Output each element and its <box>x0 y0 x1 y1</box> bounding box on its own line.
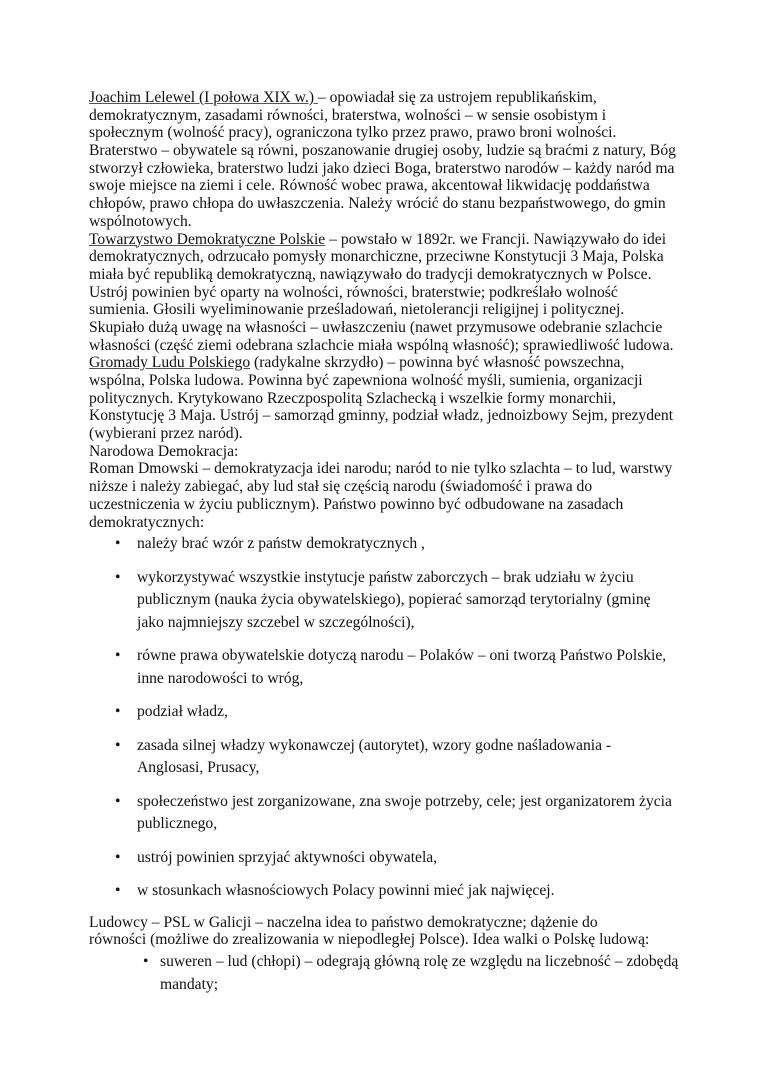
underlined-heading: Towarzystwo Demokratyczne Polskie <box>89 230 326 248</box>
section-intro <box>89 89 689 531</box>
line-text: społeczeństwo jest zorganizowane, zna swoje potrzeby, cele; jest organizatorem życia <box>137 792 672 810</box>
text-line <box>89 107 689 125</box>
underlined-heading: Gromady Ludu Polskiego <box>89 354 251 372</box>
text-line <box>89 248 689 266</box>
text-line <box>89 337 689 355</box>
line-text: Skupiało dużą uwagę na własności – uwłaszczeniu (nawet przymusowe odebranie szlachcie <box>89 318 663 336</box>
text-line <box>137 567 689 590</box>
text-line <box>160 974 689 997</box>
text-line <box>89 354 689 372</box>
bullet-icon: • <box>115 792 121 810</box>
line-text: zasada silnej władzy wykonawczej (autorytet), wzory godne naśladowania - <box>137 736 612 754</box>
bullet-item <box>89 847 689 870</box>
line-text: (radykalne skrzydło) – powinna być własność powszechna, <box>250 354 625 372</box>
section-ludowcy <box>89 914 689 949</box>
bullet-icon: • <box>115 568 121 586</box>
bullet-icon: • <box>115 882 121 900</box>
line-text: Ludowcy – PSL w Galicji – naczelna idea to państwo demokratyczne; dążenie do <box>89 913 598 931</box>
line-text: własności (część ziemi odebrana szlachcie miała wspólną własność); sprawiedliwość ludowa. <box>89 336 674 354</box>
line-text: jako najmniejszy szczebel w szczególności), <box>137 613 415 631</box>
line-text: Konstytucję 3 Maja. Ustrój – samorząd gminny, podział władz, jednoizbowy Sejm, prezydent <box>89 407 674 425</box>
bullet-icon: • <box>115 535 121 553</box>
text-line <box>89 142 689 160</box>
bullet-item <box>89 567 689 635</box>
text-line <box>89 160 689 178</box>
text-line <box>89 195 689 213</box>
paragraph <box>89 231 689 355</box>
line-text: chłopów, prawo chłopa do uwłaszczenia. Należy wrócić do stanu bezpaństwowego, do gmin <box>89 195 666 213</box>
line-text: inne narodowości to wróg, <box>137 669 304 687</box>
text-line <box>137 612 689 635</box>
paragraph <box>89 89 689 231</box>
underlined-heading: Joachim Lelewel (I połowa XIX w.) <box>89 89 318 106</box>
line-text: społecznym (wolność pracy), ograniczona tylko przez prawo, prawo broni wolności. <box>89 124 617 142</box>
paragraph <box>89 460 689 531</box>
text-line <box>89 124 689 142</box>
bullet-item <box>89 533 689 556</box>
text-line <box>89 478 689 496</box>
line-text: uczestniczenia w życiu publicznym). Państwo powinno być odbudowane na zasadach <box>89 495 624 513</box>
line-text: demokratycznych: <box>89 513 205 531</box>
line-text: mandaty; <box>160 975 219 993</box>
text-line <box>137 880 689 903</box>
text-line <box>137 735 689 758</box>
text-line <box>137 589 689 612</box>
line-text: publicznym (nauka życia obywatelskiego), popierać samorząd terytorialny (gminę <box>137 591 651 609</box>
text-line <box>137 813 689 836</box>
text-line <box>89 390 689 408</box>
line-text: wykorzystywać wszystkie instytucje państw zaborczych – brak udziału w życiu <box>137 568 634 586</box>
line-text: Roman Dmowski – demokratyzacja idei narodu; naród to nie tylko szlachta – to lud, warstwy <box>89 460 673 478</box>
line-text: podział władz, <box>137 703 228 721</box>
text-line <box>137 645 689 668</box>
text-line <box>89 266 689 284</box>
line-text: wspólna, Polska ludowa. Powinna być zapewniona wolność myśli, sumienia, organizacji <box>89 372 643 389</box>
line-text: Ustrój powinien być oparty na wolności, równości, braterstwie; podkreślało wolność <box>89 283 618 301</box>
text-line <box>89 284 689 302</box>
text-line <box>89 89 689 107</box>
paragraph <box>89 354 689 442</box>
bullet-item <box>89 791 689 836</box>
text-line <box>89 443 689 461</box>
text-line <box>89 914 689 932</box>
text-line <box>137 668 689 691</box>
bullet-item <box>89 701 689 724</box>
text-line <box>89 319 689 337</box>
line-text: ustrój powinien sprzyjać aktywności obywatela, <box>137 848 438 866</box>
text-line <box>89 231 689 249</box>
line-text: sumienia. Głosili wyeliminowanie prześladowań, nietolerancji religijnej i politycznej. <box>89 301 625 319</box>
line-text: stworzył człowieka, braterstwo ludzi jako dzieci Boga, braterstwo narodów – każdy naród ma <box>89 159 675 177</box>
line-text: Narodowa Demokracja: <box>89 442 239 460</box>
line-text: demokratycznym, zasadami równości, braterstwa, wolności – w sensie osobistym i <box>89 106 607 124</box>
text-line <box>89 514 689 532</box>
bullet-item <box>89 951 689 996</box>
line-text: Anglosasi, Prusacy, <box>137 759 260 777</box>
bullet-item <box>89 645 689 690</box>
text-line <box>89 301 689 319</box>
paragraph <box>89 914 689 949</box>
bullet-icon: • <box>143 953 149 971</box>
bullet-list-ludowcy <box>89 951 689 996</box>
line-text: politycznych. Krytykowano Rzeczpospolitą Szlachecką i wszelkie formy monarchii, <box>89 389 616 407</box>
line-text: miała być republiką demokratyczną, nawiązywało do tradycji demokratycznych w Polsce. <box>89 265 652 283</box>
text-line <box>89 177 689 195</box>
paragraph <box>89 443 689 461</box>
text-line <box>89 460 689 478</box>
text-line <box>89 407 689 425</box>
document-page <box>89 89 689 996</box>
text-line <box>137 847 689 870</box>
line-text: Braterstwo – obywatele są równi, poszanowanie drugiej osoby, ludzie są braćmi z natury, Bóg <box>89 142 676 160</box>
bullet-item <box>89 880 689 903</box>
line-text: (wybierani przez naród). <box>89 425 243 443</box>
line-text: publicznego, <box>137 815 218 833</box>
text-line <box>89 496 689 514</box>
line-text: – opowiadał się za ustrojem republikańskim, <box>317 89 597 106</box>
bullet-icon: • <box>115 848 121 866</box>
bullet-icon: • <box>115 703 121 721</box>
line-text: niższe i należy zabiegać, aby lud stał się częścią narodu (świadomość i prawa do <box>89 478 593 496</box>
bullet-item <box>89 735 689 780</box>
line-text: suweren – lud (chłopi) – odegrają główną rolę ze względu na liczebność – zdobędą <box>160 953 679 971</box>
line-text: w stosunkach własnościowych Polacy powinni mieć jak najwięcej. <box>137 882 555 900</box>
text-line <box>137 533 689 556</box>
line-text: należy brać wzór z państw demokratycznych , <box>137 535 425 553</box>
bullet-icon: • <box>115 736 121 754</box>
line-text: demokratycznych, odrzucało pomysły monarchiczne, przeciwne Konstytucji 3 Maja, Polska <box>89 248 664 266</box>
text-line <box>137 701 689 724</box>
line-text: równe prawa obywatelskie dotyczą narodu – Polaków – oni tworzą Państwo Polskie, <box>137 647 667 665</box>
line-text: swoje miejsce na ziemi i cele. Równość wobec prawa, akcentował likwidację poddaństwa <box>89 177 650 195</box>
text-line <box>137 791 689 814</box>
text-line <box>89 931 689 949</box>
text-line <box>137 757 689 780</box>
bullet-icon: • <box>115 647 121 665</box>
line-text: – powstało w 1892r. we Francji. Nawiązywało do idei <box>325 230 667 248</box>
bullet-list-dmowski <box>89 533 689 903</box>
line-text: równości (możliwe do zrealizowania w niepodległej Polsce). Idea walki o Polskę ludową: <box>89 931 650 949</box>
text-line <box>160 951 689 974</box>
line-text: wspólnotowych. <box>89 212 192 230</box>
text-line <box>89 213 689 231</box>
text-line <box>89 425 689 443</box>
text-line <box>89 372 689 390</box>
